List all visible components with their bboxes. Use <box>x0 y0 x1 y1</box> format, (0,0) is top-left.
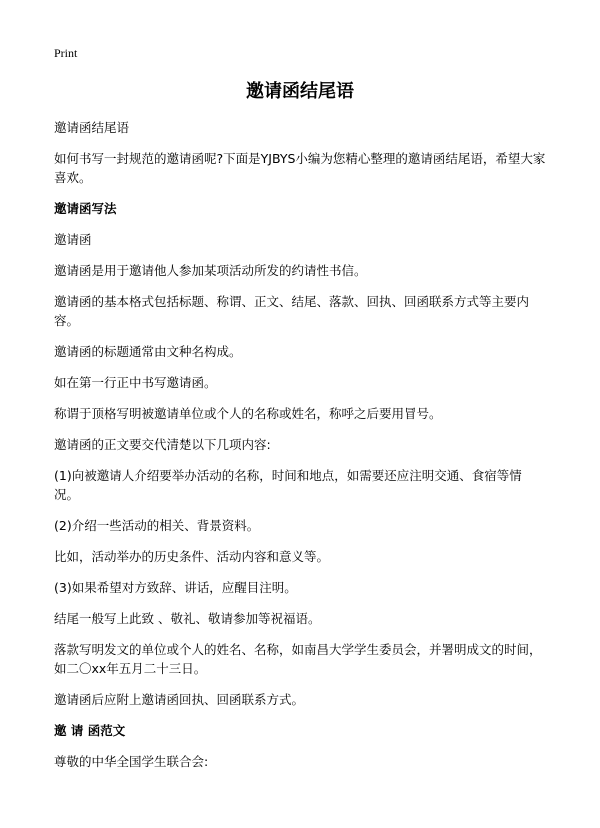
paragraph: (3)如果希望对方致辞、讲话，应醒目注明。 <box>54 580 297 595</box>
paragraph: 落款写明发文的单位或个人的姓名、名称，如南昌大学学生委员会，并署明成文的时间，如二〇xx年五月二十三日。 <box>54 642 542 676</box>
paragraph: 邀请函的正文要交代清楚以下几项内容: <box>54 437 271 452</box>
paragraph: 尊敬的中华全国学生联合会: <box>54 754 209 769</box>
paragraph: 如何书写一封规范的邀请函呢?下面是YJBYS小编为您精心整理的邀请函结尾语，希望大家喜欢。 <box>54 151 546 185</box>
paragraph: (1)向被邀请人介绍要举办活动的名称，时间和地点，如需要还应注明交通、食宿等情况。 <box>54 468 522 502</box>
paragraph: 称谓于顶格写明被邀请单位或个人的名称或姓名，称呼之后要用冒号。 <box>54 406 442 421</box>
paragraph: 比如，活动举办的历史条件、活动内容和意义等。 <box>54 549 330 564</box>
paragraph: 邀请函后应附上邀请函回执、回函联系方式。 <box>54 692 305 707</box>
page-title: 邀请函结尾语 <box>246 81 354 102</box>
paragraph: 邀请函的基本格式包括标题、称谓、正文、结尾、落款、回执、回函联系方式等主要内容。 <box>54 294 530 328</box>
paragraph: 邀请函 <box>54 232 92 247</box>
paragraph: (2)介绍一些活动的相关、背景资料。 <box>54 518 260 533</box>
article-body <box>54 118 546 783</box>
paragraph: 如在第一行正中书写邀请函。 <box>54 375 217 390</box>
section-heading: 邀请函写法 <box>54 201 117 216</box>
paragraph: 邀请函是用于邀请他人参加某项活动所发的约请性书信。 <box>54 263 367 278</box>
paragraph: 邀请函结尾语 <box>54 120 130 135</box>
print-link[interactable]: Print <box>54 46 78 60</box>
paragraph: 结尾一般写上此致 、敬礼、敬请参加等祝福语。 <box>54 611 321 626</box>
section-heading: 邀 请 函范文 <box>54 723 126 738</box>
paragraph: 邀请函的标题通常由文种名构成。 <box>54 344 242 359</box>
